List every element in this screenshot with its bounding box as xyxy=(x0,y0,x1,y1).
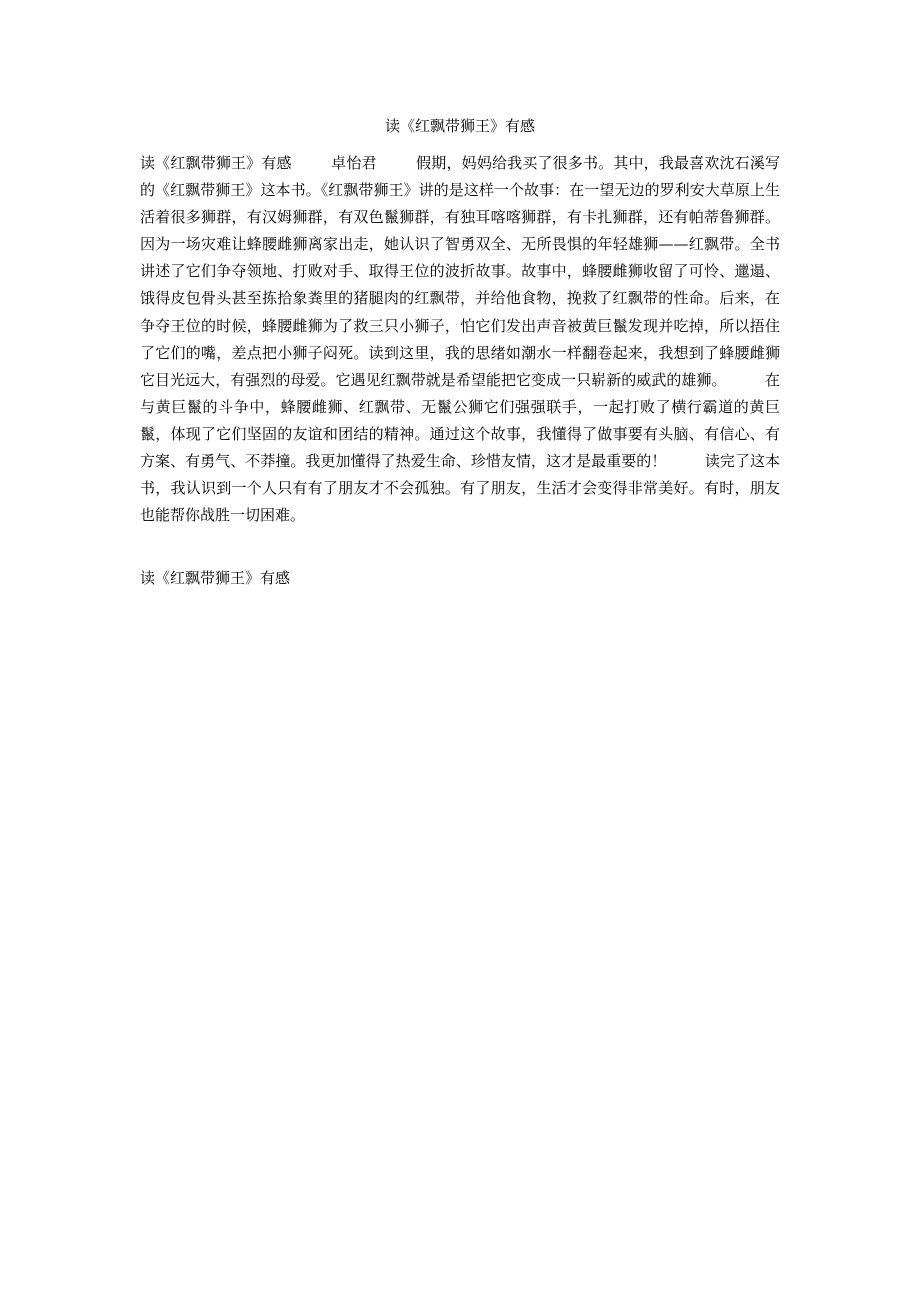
document-footer: 读《红飘带狮王》有感 xyxy=(140,569,291,587)
document-body: 读《红飘带狮王》有感 卓怡君 假期，妈妈给我买了很多书。其中，我最喜欢沈石溪写的《红飘带狮王》这本书。《红飘带狮王》讲的是这样一个故事：在一望无边的罗利安大草原上生活着很多狮群，有汉姆狮群，有双色鬣狮群，有独耳喀喀狮群，有卡扎狮群，还有帕蒂鲁狮群。因为一场灾难让蜂腰雌狮离家出走，她认识了智勇双全、无所畏惧的年轻雄狮——红飘带。全书讲述了它们争夺领地、打败对手、取得王位的波折故事。故事中，蜂腰雌狮收留了可怜、邋遢、饿得皮包骨头甚至拣拾象粪里的猪腿肉的红飘带，并给他食物，挽救了红飘带的性命。后来，在争夺王位的时候，蜂腰雌狮为了救三只小狮子，怕它们发出声音被黄巨鬣发现并吃掉，所以捂住了它们的嘴，差点把小狮子闷死。读到这里，我的思绪如潮水一样翻卷起来，我想到了蜂腰雌狮它目光远大，有强烈的母爱。它遇见红飘带就是希望能把它变成一只崭新的威武的雄狮。 在与黄巨鬣的斗争中，蜂腰雌狮、红飘带、无鬣公狮它们强强联手，一起打败了横行霸道的黄巨鬣，体现了它们坚固的友谊和团结的精神。通过这个故事，我懂得了做事要有头脑、有信心、有方案、有勇气、不莽撞。我更加懂得了热爱生命、珍惜友情，这才是最重要的！ 读完了这本书，我认识到一个人只有有了朋友才不会孤独。有了朋友，生活才会变得非常美好。有时，朋友也能帮你战胜一切困难。 xyxy=(140,154,780,525)
document-title: 读《红飘带狮王》有感 xyxy=(384,117,535,135)
